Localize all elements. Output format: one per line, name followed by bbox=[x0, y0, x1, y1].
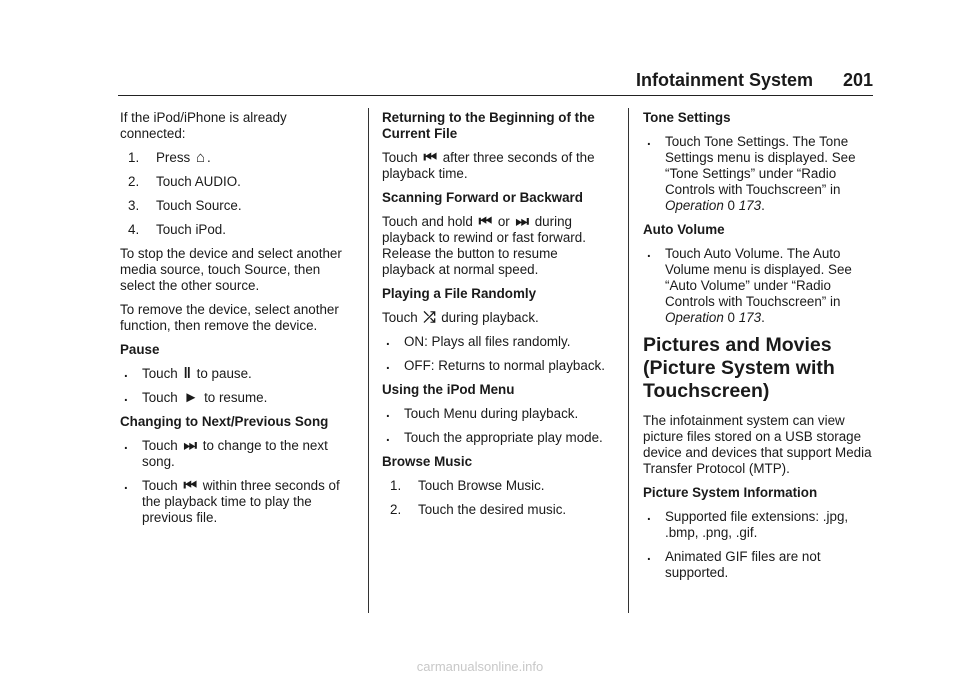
pause-heading: Pause bbox=[120, 342, 160, 357]
browse-heading: Browse Music bbox=[382, 454, 473, 469]
tone-item: . Touch Tone Settings. The Tone Settings menu is displayed. See “Tone Settings” under “Radio Controls with Touchscreen” in Operation 0 173. bbox=[647, 133, 856, 213]
random-text: Touch ⤮ during playback. bbox=[382, 309, 539, 326]
page-number: 201 bbox=[842, 70, 873, 90]
step-4: 4. Touch iPod. bbox=[128, 222, 226, 237]
shuffle-icon: ⤮ bbox=[423, 309, 436, 326]
section-heading: Pictures and Movies (Picture System with Touchscreen) bbox=[643, 334, 835, 402]
column-divider bbox=[628, 108, 629, 613]
prev-track-icon: ⏮ bbox=[423, 149, 437, 166]
random-off-item: . OFF: Returns to normal playback. bbox=[386, 357, 605, 373]
resume-item: . Touch ► to resume. bbox=[124, 389, 268, 406]
random-on-item: . ON: Plays all files randomly. bbox=[386, 333, 571, 349]
menu-item: . Touch the appropriate play mode. bbox=[386, 429, 603, 445]
remove-text: To remove the device, select another function, then remove the device. bbox=[120, 302, 339, 333]
scan-heading: Scanning Forward or Backward bbox=[382, 190, 583, 205]
scan-text: Touch and hold ⏮ or ⏭ during playback to rewind or fast forward. Release the button to resume playback at normal speed. bbox=[382, 213, 586, 277]
column-3 bbox=[643, 110, 875, 589]
section-text: The infotainment system can view picture files stored on a USB storage device and devices that support Media Transfer Protocol (MTP). bbox=[643, 413, 872, 476]
next-song-item: . Touch ⏭ to change to the next song. bbox=[124, 437, 328, 469]
return-text: Touch ⏮ after three seconds of the playback time. bbox=[382, 149, 595, 181]
step-1: 1. Press ⌂ . bbox=[128, 149, 211, 166]
stop-text: To stop the device and select another media source, touch Source, then select the other source. bbox=[120, 246, 342, 293]
step-2: 2. Touch AUDIO. bbox=[128, 174, 241, 189]
column-divider bbox=[368, 108, 369, 613]
change-heading: Changing to Next/Previous Song bbox=[120, 414, 329, 429]
prev-track-icon: ⏮ bbox=[478, 213, 493, 230]
column-2 bbox=[382, 110, 614, 526]
info-heading: Picture System Information bbox=[643, 485, 818, 500]
prev-song-item: . Touch ⏮ within three seconds of the playback time to play the previous file. bbox=[124, 477, 340, 525]
pause-item: . Touch ‖ to pause. bbox=[124, 365, 252, 382]
browse-step-2: 2. Touch the desired music. bbox=[390, 502, 567, 517]
autovol-item: . Touch Auto Volume. The Auto Volume menu is displayed. See “Auto Volume” under “Radio Controls with Touchscreen” in Operation 0 173. bbox=[647, 245, 852, 325]
menu-item: . Touch Menu during playback. bbox=[386, 405, 579, 421]
info-item: . Animated GIF files are not supported. bbox=[647, 548, 821, 580]
tone-heading: Tone Settings bbox=[643, 110, 731, 125]
menu-heading: Using the iPod Menu bbox=[382, 382, 515, 397]
home-icon: ⌂ bbox=[195, 149, 206, 166]
page-title: Infotainment System bbox=[635, 70, 813, 90]
column-1 bbox=[120, 110, 352, 534]
next-track-icon: ⏭ bbox=[183, 437, 197, 454]
next-track-icon: ⏭ bbox=[515, 213, 529, 230]
watermark: carmanualsonline.info bbox=[416, 659, 544, 674]
return-heading: Returning to the Beginning of the Current File bbox=[382, 110, 595, 141]
autovol-heading: Auto Volume bbox=[643, 222, 725, 237]
page-header bbox=[118, 62, 873, 96]
step-3: 3. Touch Source. bbox=[128, 198, 242, 213]
info-item: . Supported file extensions: .jpg, .bmp, .png, .gif. bbox=[647, 508, 849, 540]
intro-text: If the iPod/iPhone is already connected: bbox=[120, 110, 287, 141]
play-icon: ► bbox=[183, 389, 199, 406]
header-rule bbox=[118, 95, 873, 96]
prev-track-icon: ⏮ bbox=[183, 477, 197, 494]
browse-step-1: 1. Touch Browse Music. bbox=[390, 478, 545, 493]
random-heading: Playing a File Randomly bbox=[382, 286, 537, 301]
pause-icon: ‖ bbox=[183, 365, 191, 382]
